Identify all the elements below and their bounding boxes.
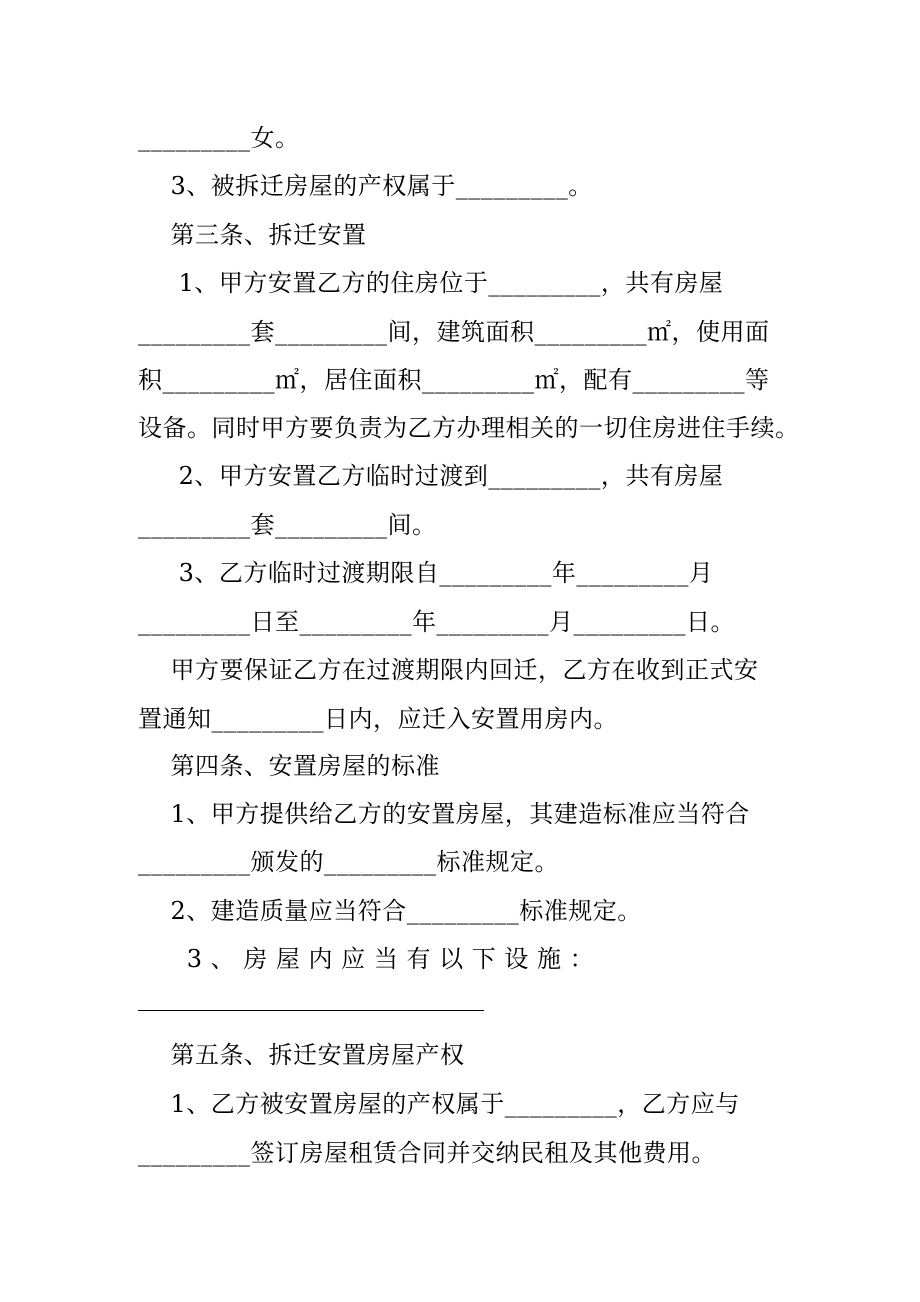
text-line: 积_________㎡，居住面积_________㎡，配有_________等 [138, 366, 770, 394]
text-line: 3 、 房 屋 内 应 当 有 以 下 设 施 ： [138, 945, 595, 973]
text-line: _________女。 [138, 124, 300, 152]
text-line: 3、乙方临时过渡期限自_________年_________月 [138, 559, 714, 587]
section-heading: 第四条、安置房屋的标准 [138, 752, 441, 780]
text-line: 置通知_________日内，应迁入安置用房内。 [138, 705, 618, 733]
text-line: 设备。同时甲方要负责为乙方办理相关的一切住房进住手续。 [138, 414, 800, 442]
section-heading: 第三条、拆迁安置 [138, 221, 367, 249]
text-line: 3、被拆迁房屋的产权属于_________。 [138, 172, 593, 200]
blank-underline [138, 1010, 484, 1011]
text-line: 2、甲方安置乙方临时过渡到_________，共有房屋 [138, 462, 724, 490]
section-heading: 第五条、拆迁安置房屋产权 [138, 1041, 465, 1069]
text-line: _________套_________间。 [138, 511, 437, 539]
text-line: _________签订房屋租赁合同并交纳民租及其他费用。 [138, 1139, 716, 1167]
text-line: 甲方要保证乙方在过渡期限内回迁，乙方在收到正式安 [138, 656, 759, 684]
text-line: 1、甲方安置乙方的住房位于_________，共有房屋 [138, 269, 724, 297]
text-line: 1、甲方提供给乙方的安置房屋，其建造标准应当符合 [138, 800, 750, 828]
text-line: 1、乙方被安置房屋的产权属于_________，乙方应与 [138, 1090, 740, 1118]
text-line: _________日至_________年_________月_________日。 [138, 608, 735, 636]
text-line: _________颁发的_________标准规定。 [138, 848, 559, 876]
text-line: 2、建造质量应当符合_________标准规定。 [138, 897, 642, 925]
text-line: _________套_________间，建筑面积_________㎡，使用面 [138, 318, 770, 346]
